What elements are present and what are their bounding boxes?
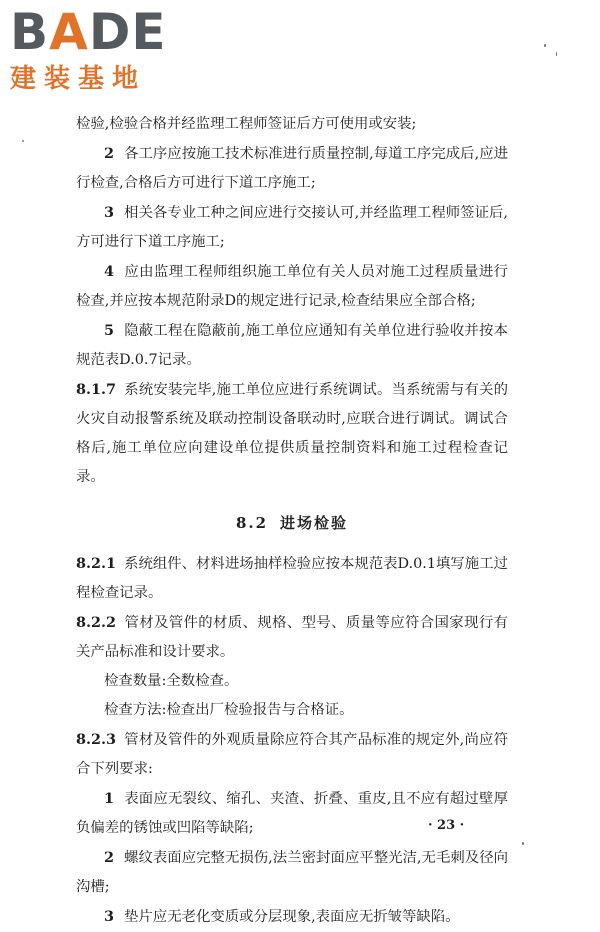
logo-subtitle: 建装基地 — [10, 64, 147, 94]
item-number: 2 — [104, 145, 115, 162]
bade-logo — [10, 3, 180, 96]
logo-letter-b: B — [10, 3, 50, 61]
list-item — [76, 902, 508, 932]
scan-speck — [22, 140, 24, 142]
paragraph-text: 检查方法:检查出厂检验报告与合格证。 — [104, 702, 354, 718]
paragraph-text: 各工序应按施工技术标准进行质量控制,每道工序完成后,应进行检查,合格后方可进行下道工序施工; — [76, 146, 508, 191]
paragraph-text: 系统安装完毕,施工单位应进行系统调试。当系统需与有关的火灾自动报警系统及联动控制设备联动时,应联合进行调试。调试合格后,施工单位应向建设单位提供质量控制资料和施工过程检查记录。 — [76, 382, 508, 485]
paragraph-text: 螺纹表面应完整无损伤,法兰密封面应平整光洁,无毛刺及径向沟槽; — [76, 850, 508, 895]
paragraph-text: 相关各专业工种之间应进行交接认可,并经监理工程师签证后,方可进行下道工序施工; — [76, 205, 508, 250]
clause-paragraph — [76, 375, 508, 492]
paragraph-text: 检查数量:全数检查。 — [104, 673, 239, 689]
clause-number: 8.2.2 — [76, 614, 117, 631]
section-title: 进场检验 — [280, 514, 349, 532]
section-8-2-body — [76, 549, 508, 932]
document-body — [76, 110, 508, 932]
logo-wordmark — [10, 3, 180, 61]
paragraph-text: 检验,检验合格并经监理工程师签证后方可使用或安装; — [76, 116, 417, 132]
item-number: 4 — [104, 263, 115, 280]
logo-letters-de: DE — [88, 3, 167, 61]
clause-paragraph — [76, 549, 508, 608]
paragraph-text: 管材及管件的材质、规格、型号、质量等应符合国家现行有关产品标准和设计要求。 — [76, 615, 508, 660]
item-number: 1 — [104, 790, 115, 807]
list-item — [76, 139, 508, 198]
clause-number: 8.2.1 — [76, 555, 117, 572]
section-8-1-tail — [76, 110, 508, 492]
scan-speck — [544, 44, 546, 47]
list-item — [76, 667, 508, 696]
clause-number: 8.1.7 — [76, 381, 117, 398]
list-item — [76, 257, 508, 316]
paragraph-text: 系统组件、材料进场抽样检验应按本规范表D.0.1填写施工过程检查记录。 — [76, 556, 508, 601]
list-item — [76, 696, 508, 725]
section-number: 8.2 — [235, 514, 269, 532]
section-heading — [76, 512, 508, 533]
paragraph-text: 表面应无裂纹、缩孔、夹渣、折叠、重皮,且不应有超过壁厚负偏差的锈蚀或凹陷等缺陷; — [76, 791, 508, 836]
item-number: 5 — [104, 322, 115, 339]
paragraph-text: 管材及管件的外观质量除应符合其产品标准的规定外,尚应符合下列要求: — [76, 732, 508, 777]
list-item — [76, 843, 508, 902]
list-item — [76, 784, 508, 843]
item-number: 2 — [104, 849, 115, 866]
paragraph-text: 垫片应无老化变质或分层现象,表面应无折皱等缺陷。 — [124, 909, 460, 925]
list-item — [76, 316, 508, 375]
list-item — [76, 198, 508, 257]
item-number: 3 — [104, 204, 115, 221]
paragraph-text: 隐蔽工程在隐蔽前,施工单位应通知有关单位进行验收并按本规范表D.0.7记录。 — [76, 323, 508, 368]
clause-number: 8.2.3 — [76, 731, 117, 748]
clause-paragraph — [76, 725, 508, 784]
logo-letter-a: A — [49, 3, 89, 61]
item-number: 3 — [104, 908, 115, 925]
page-number: · 23 · — [428, 818, 465, 833]
paragraph-text: 应由监理工程师组织施工单位有关人员对施工过程质量进行检查,并应按本规范附录D的规定进行记录,检查结果应全部合格; — [76, 264, 508, 309]
scan-speck — [522, 842, 524, 845]
paragraph — [76, 110, 508, 139]
scan-speck — [556, 52, 557, 56]
clause-paragraph — [76, 608, 508, 667]
